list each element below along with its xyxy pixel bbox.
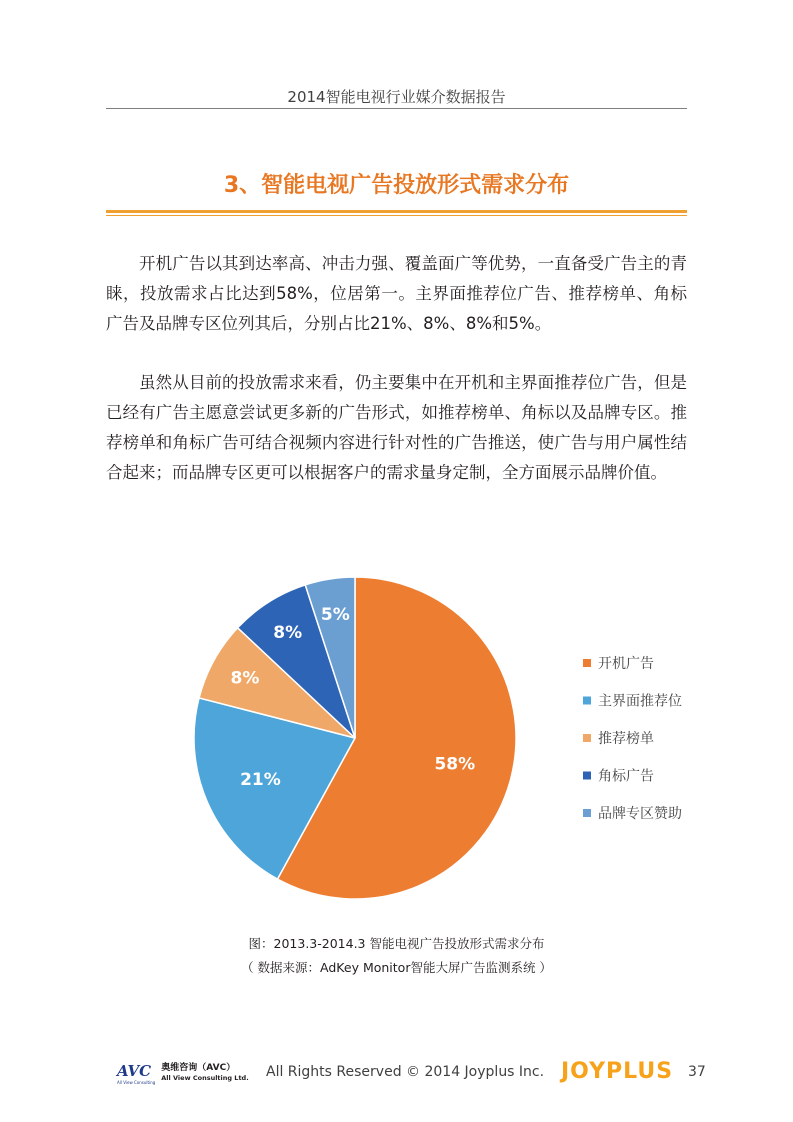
avc-mark-text: AVC	[117, 1062, 152, 1080]
pie-chart	[0, 560, 793, 910]
page-header-title: 2014智能电视行业媒介数据报告	[287, 88, 506, 106]
figure-source: （ 数据来源：AdKey Monitor智能大屏广告监测系统 ）	[241, 960, 552, 975]
page-number: 37	[688, 1064, 706, 1080]
pie-slice-label-1: 58%	[434, 754, 476, 775]
section-divider-thin	[106, 215, 687, 216]
avc-name-cn: 奥维咨询（AVC）	[161, 1063, 236, 1073]
avc-name-en: All View Consulting Ltd.	[161, 1074, 249, 1082]
pie-slice-label-5: 5%	[320, 604, 350, 625]
pie-slice-label-3: 8%	[230, 668, 260, 689]
legend-swatch-3	[583, 734, 591, 742]
pie-slice-label-4: 8%	[273, 622, 303, 643]
legend-swatch-2	[583, 697, 591, 705]
joyplus-logo: JOYPLUS	[561, 1059, 674, 1084]
copyright-text: All Rights Reserved © 2014 Joyplus Inc.	[266, 1064, 545, 1080]
legend-label-2: 主界面推荐位	[598, 693, 682, 710]
legend-label-4: 角标广告	[598, 768, 654, 785]
legend-label-3: 推荐榜单	[598, 731, 654, 747]
legend-swatch-4	[583, 772, 591, 780]
avc-logo-text	[161, 1063, 248, 1083]
body-paragraph-1: 开机广告以其到达率高、冲击力强、覆盖面广等优势，一直备受广告主的青睐，投放需求占比达到58%，位居第一。主界面推荐位广告、推荐榜单、角标广告及品牌专区位列其后，分别占比21%、8%、8%和5%。	[106, 254, 687, 333]
avc-mark-subtext: All View Consulting	[117, 1080, 156, 1085]
avc-mark	[117, 1061, 155, 1085]
legend-swatch-1	[583, 659, 591, 667]
legend-label-5: 品牌专区赞助	[598, 806, 682, 822]
header-divider	[106, 108, 687, 109]
legend-label-1: 开机广告	[598, 656, 654, 672]
avc-logo	[117, 1060, 249, 1086]
pie-slice-label-2: 21%	[240, 769, 281, 790]
legend-swatch-5	[583, 809, 591, 817]
section-title: 3、智能电视广告投放形式需求分布	[223, 173, 570, 198]
figure-caption: 图：2013.3-2014.3 智能电视广告投放形式需求分布	[248, 936, 545, 951]
section-divider-thick	[106, 210, 687, 213]
chart-legend	[583, 655, 682, 822]
body-paragraph-2: 虽然从目前的投放需求来看，仍主要集中在开机和主界面推荐位广告，但是已经有广告主愿意尝试更多新的广告形式，如推荐榜单、角标以及品牌专区。推荐榜单和角标广告可结合视频内容进行针对性的广告推送，使广告与用户属性结合起来；而品牌专区更可以根据客户的需求量身定制，全方面展示品牌价值。	[106, 373, 687, 482]
pie-slices	[194, 577, 516, 899]
